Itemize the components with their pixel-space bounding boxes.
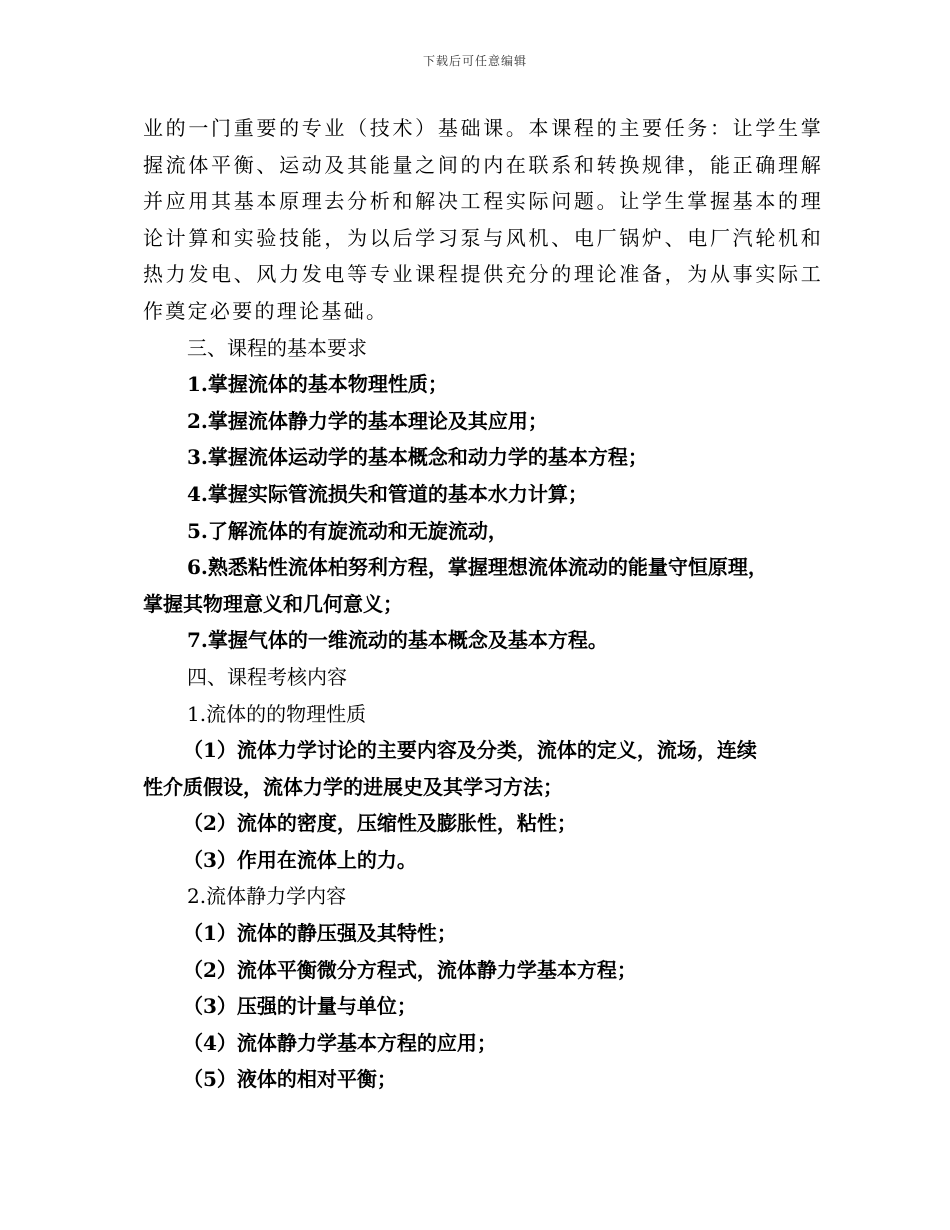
assessment-item: （2）流体的密度，压缩性及膨胀性，粘性； (183, 811, 577, 836)
assessment-item: （2）流体平衡微分方程式，流体静力学基本方程； (183, 957, 637, 982)
intro-line: 论计算和实验技能，为以后学习泵与风机、电厂锅炉、电厂汽轮机和 (143, 225, 823, 250)
assessment-item: （3）作用在流体上的力。 (183, 847, 417, 872)
requirement-item: 2.掌握流体静力学的基本理论及其应用； (187, 408, 548, 433)
requirement-item: 5.了解流体的有旋流动和无旋流动， (187, 518, 508, 543)
intro-line: 作奠定必要的理论基础。 (143, 298, 389, 323)
assessment-item: （4）流体静力学基本方程的应用； (183, 1030, 497, 1055)
requirement-item: 1.掌握流体的基本物理性质； (187, 372, 448, 397)
assessment-item: （3）压强的计量与单位； (183, 994, 417, 1019)
section-heading-requirements: 三、课程的基本要求 (187, 335, 367, 360)
document-body (143, 110, 823, 1098)
intro-line: 握流体平衡、运动及其能量之间的内在联系和转换规律，能正确理解 (143, 152, 823, 177)
assessment-item-continuation: 性介质假设，流体力学的进展史及其学习方法； (143, 774, 563, 799)
subsection-heading: 1.流体的的物理性质 (187, 701, 367, 726)
assessment-item: （5）液体的相对平衡； (183, 1067, 397, 1092)
subsection-heading: 2.流体静力学内容 (187, 884, 347, 909)
requirement-item: 3.掌握流体运动学的基本概念和动力学的基本方程； (187, 445, 648, 470)
requirement-item-continuation: 掌握其物理意义和几何意义； (143, 591, 403, 616)
intro-line: 业的一门重要的专业（技术）基础课。本课程的主要任务：让学生掌 (143, 116, 823, 140)
assessment-item: （1）流体力学讨论的主要内容及分类，流体的定义，流场，连续 (183, 738, 757, 763)
intro-line: 热力发电、风力发电等专业课程提供充分的理论准备，为从事实际工 (143, 262, 823, 287)
requirement-item: 4.掌握实际管流损失和管道的基本水力计算； (187, 481, 588, 506)
requirement-item: 7.掌握气体的一维流动的基本概念及基本方程。 (187, 628, 608, 653)
section-heading-assessment: 四、课程考核内容 (187, 664, 347, 689)
intro-line: 并应用其基本原理去分析和解决工程实际问题。让学生掌握基本的理 (143, 189, 823, 214)
page-header: 下载后可任意编辑 (422, 54, 527, 68)
requirement-item: 6.熟悉粘性流体柏努利方程，掌握理想流体流动的能量守恒原理， (187, 555, 768, 580)
assessment-item: （1）流体的静压强及其特性； (183, 921, 457, 946)
